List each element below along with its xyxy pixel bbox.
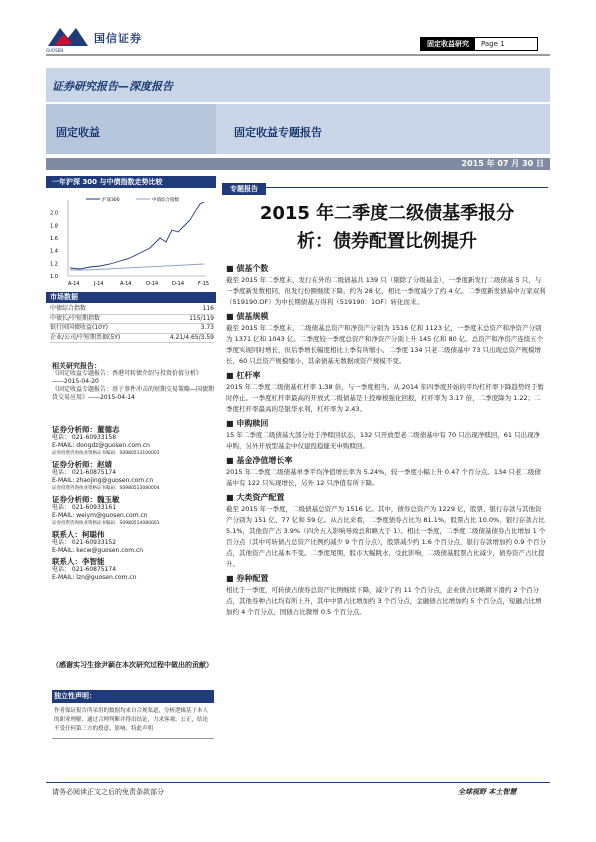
section-heading: ■ 债基规模 [226,312,269,321]
title-line-1: 2015 年二季度二级债基季报分 [259,203,515,224]
section-paragraph: 截至 2015 年二季度末，发行在外的二级债基共 139 只（剔除了分级基金），一季度新发行二级债基 5 只，与一季度新发数相同，但发行份额继续下降，约为 28 亿，相比一季度减少了约 4 亿。二季度新发债基中万家双利（519190.OF）为中长期债基万得利（519190：1OF）转化而来。 [226,276,546,306]
y-tick-label: 1.4 [50,248,58,255]
related-heading: 相关研究报告： [52,362,101,370]
analyst-name: 联系人：李智能 [52,557,105,566]
analyst-email: E-MAIL: kecw@guosen.com.cn [52,547,144,554]
analyst-tel: 电话： 021-60933158 [52,434,117,441]
analyst-block [52,461,214,493]
x-tick-label: D-14 [172,281,185,287]
market-row [50,334,214,344]
report-title [226,200,548,256]
section-heading: ■ 债基个数 [226,264,269,273]
note-body: 作者保证报告所采用的数据均来自合规渠道，分析逻辑基于本人的职业理解，通过合理判断并得出结论，力求客观、公正，结论不受任何第三方的授意、影响，特此声明 [52,703,214,739]
analyst-block [52,426,214,458]
section-heading: ■ 券种配置 [226,574,269,583]
header-rule [46,54,550,56]
section-heading: ■ 杠杆率 [226,371,261,380]
market-row [50,315,214,325]
section-paragraph: 15 年二季度二级债基大部分处于净赎回状态，132 只开放型老二级债基中有 70 只出现净赎回，61 只出现净申购，另外开放型基金中仅建投稳健无申购赎回。 [226,431,541,450]
header-tag [420,37,538,51]
footer-slogan: 全球视野 本土智慧 [458,788,517,796]
market-value: 3.73 [200,324,214,331]
index-chart [46,190,216,290]
date-bar [46,158,550,170]
section-paragraph: 2015 年二季度二级债基杠杆率 1.38 倍，与一季度相当。从 2014 年四季度开始的平均杠杆率下降趋势终于暂时停止。一季度杠杆率最高的开放式二级债基是上投摩根强化回报，杠杆率为 3.17 倍，二季度降为 1.22；二季度杠杆率最高的是银华永利，杠杆率为 2.43。 [226,383,544,413]
y-tick-label: 1.2 [50,261,58,268]
related-research [52,362,214,402]
x-tick-label: O-14 [146,281,159,287]
market-row [50,324,214,334]
x-tick-label: A-14 [120,281,132,287]
market-key: 中债综合指数 [50,305,87,312]
report-date: 2015 年 07 月 30 日 [461,159,544,168]
section-heading: ■ 大类资产配置 [226,493,285,502]
related-item: 《固定收益专题报告：基于事件冲击的短期交易策略—国债期货交易应用》——2015-04-14 [52,386,215,401]
analyst-block [52,531,214,555]
analyst-tel: 电话： 021-60933152 [52,539,117,546]
category-band [46,104,550,154]
analyst-name: 证券分析师：魏玉敏 [52,495,120,504]
market-key: 中债长/中短期指数 [50,314,101,322]
market-row [50,305,214,315]
section-heading: ■ 申购赎回 [226,419,269,428]
legend-series-2: 中债综合指数 [152,198,179,203]
page-number: Page 1 [481,40,505,48]
analyst-tel: 电话： 021-60933161 [52,504,117,511]
analyst-email: E-MAIL: zhaojing@guosen.com.cn [52,477,154,484]
analyst-block [52,496,214,528]
footer-rule [46,782,550,783]
analyst-name: 证券分析师：董德志 [52,425,120,434]
chart-heading: 一年沪深 300 与中债指数走势比较 [46,176,216,188]
analyst-list [52,426,214,585]
analyst-name: 证券分析师：赵婧 [52,460,112,469]
subcategory: 固定收益专题报告 [234,126,322,139]
related-item: 《固定收益专题报告：香港可转债介绍与投资价值分析》 ——2015-04-20 [52,370,203,385]
footer-disclaimer: 请务必阅读正文之后的免责条款部分 [52,788,164,796]
market-key: 企业/公司/中短期票据(5Y) [50,333,121,341]
market-table [50,305,214,343]
section-heading: ■ 基金净值增长率 [226,456,293,465]
report-tag-label: 专题报告 [222,183,266,195]
y-tick-label: 1.8 [50,223,58,230]
market-key: 银行间国债收益(10Y) [50,324,108,331]
y-tick-label: 1.6 [50,236,58,242]
y-tick-label: 1.0 [50,274,58,280]
analyst-block [52,558,214,582]
x-tick-label: J-14 [94,281,104,287]
market-heading: 市场数据 [46,292,216,303]
category: 固定收益 [56,126,100,139]
note-heading: 独立性声明： [52,690,214,703]
y-tick-label: 2.0 [50,210,58,217]
analyst-cert: 证券投资咨询执业资格证书编码：S0980513080004 [52,486,160,491]
section-paragraph: 截至 2015 年一季度，二级债基总资产为 1516 亿。其中，债券总资产为 1229 亿，股票、银行存款与其他资产分别为 151 亿、77 亿和 59 亿。从占比来看，二季度债券占比为 81.1%，股票占比 10.0%，银行存款占比 5.1%，其他资产占 3.9%（四舍五入影响导致总和略大于 1）。相比一季度，二季度二级债基债券占比增加 1 个百分点（其中可转债占总资产比例约减少 9 个百分点），股票减少约 1.6 个百分点，银行存款增加约 0.9 个百分点，其他资产占比基本不变。二季度尾期，股市大幅跳水、受此影响，二级债基股票占比减少，债券资产占比提升。 [226,505,546,568]
market-value: 4.21/4.65/3.59 [169,333,214,341]
logo [46,26,90,48]
analyst-name: 联系人：柯聪伟 [52,530,105,539]
x-tick-label: F-15 [198,281,210,287]
section-paragraph: 相比于一季度，可转债占债券总资产比例继续下降，减少了约 11 个百分点，企业债占比略微下滑约 2 个百分点，其他券种占比均有所上升，其中中票占比增加约 3 个百分点，金融债占比增加约 5 个百分点，短融占比增加约 4 个百分点，国债占比微增 0.5 个百分点。 [226,586,542,616]
section-paragraph: 截至 2015 年二季度末，二级债基总资产和净资产分别为 1516 亿和 1123 亿，一季度末总资产和净资产分别为 1371 亿和 1043 亿。二季度较一季度总资产和净资产分别上升 145 亿和 80 亿。总资产和净资产连续五个季度实现同时增长，但后季增长幅度相比上季有所缩小。二季度 134 只老二级债基中 73 只出现总资产规模增长，60 只总资产规模缩小，其余债基无数据或资产规模不变。 [226,324,544,365]
main-body [226,260,546,618]
thanks-note: （感谢实习生徐尹颖在本次研究过程中做出的贡献） [52,661,213,669]
analyst-tel: 电话： 021-60875174 [52,566,117,573]
logo-text: 国信证券 [94,32,142,45]
legend-series-1: 沪深300 [102,198,120,203]
logo-sub: GUOSEN [46,48,64,53]
market-value: 115/119 [189,314,214,322]
analyst-tel: 电话： 021-60875174 [52,469,117,476]
title-line-2: 析：债券配置比例提升 [297,231,477,252]
series-1-line [70,202,204,269]
report-type: 证券研究报告—深度报告 [52,80,173,93]
report-type-band [46,68,550,102]
analyst-cert: 证券投资咨询执业资格证书编码：S0980513100001 [52,451,160,456]
x-tick-label: A-14 [68,281,80,287]
analyst-email: E-MAIL: lzn@guosen.com.cn [52,574,137,581]
header-category: 固定收益研究 [421,38,475,50]
analyst-email: E-MAIL: dongdz@guosen.com.cn [52,442,150,449]
category-box [46,104,216,154]
analyst-email: E-MAIL: weiym@guosen.com.cn [52,512,148,519]
report-tag [222,176,548,193]
analyst-cert: 证券投资咨询执业资格证书编码：S0980514080001 [52,521,160,526]
market-value: 116 [202,305,214,312]
section-paragraph: 2015 年二季度二级债基单季平均净值增长率为 5.24%，较一季度小幅上升 0.47 个百分点。134 只老二级债基中有 122 只实现增长，另外 12 只净值有所下降。 [226,468,541,487]
